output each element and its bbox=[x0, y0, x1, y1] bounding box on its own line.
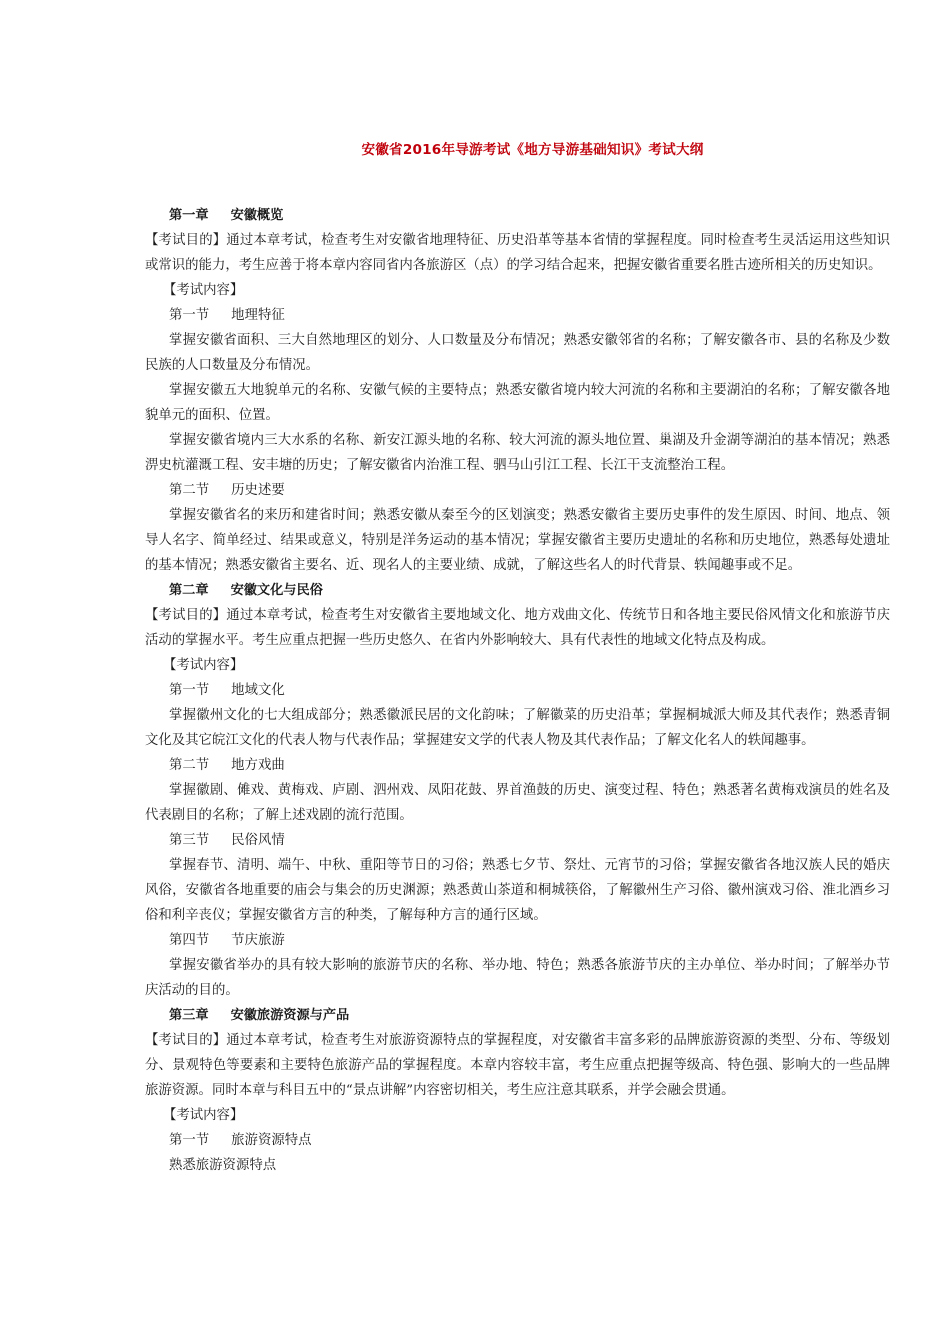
chapter-number: 第一章 bbox=[169, 208, 209, 223]
chapter-title: 安徽文化与民俗 bbox=[230, 583, 323, 598]
section-number: 第二节 bbox=[169, 758, 210, 773]
section-title: 历史述要 bbox=[231, 483, 285, 498]
section-title: 民俗风情 bbox=[231, 833, 285, 848]
section-heading bbox=[145, 828, 890, 853]
paragraph: 掌握安徽五大地貌单元的名称、安徽气候的主要特点；熟悉安徽省境内较大河流的名称和主要湖泊的名称；了解安徽各地貌单元的面积、位置。 bbox=[145, 383, 890, 423]
paragraph: 掌握安徽省面积、三大自然地理区的划分、人口数量及分布情况；熟悉安徽邻省的名称；了解安徽各市、县的名称及少数民族的人口数量及分布情况。 bbox=[145, 333, 890, 373]
chapter-heading bbox=[145, 203, 890, 228]
section-heading bbox=[145, 1128, 890, 1153]
document-body bbox=[145, 203, 890, 1178]
paragraph: 掌握春节、清明、端午、中秋、重阳等节日的习俗；熟悉七夕节、祭灶、元宵节的习俗；掌握安徽省各地汉族人民的婚庆风俗，安徽省各地重要的庙会与集会的历史渊源；熟悉黄山茶道和桐城筷俗，了解徽州生产习俗、徽州演戏习俗、淮北酒乡习俗和利辛丧仪；掌握安徽省方言的种类，了解每种方言的通行区域。 bbox=[145, 858, 890, 923]
paragraph: 熟悉旅游资源特点 bbox=[169, 1158, 277, 1173]
section-heading bbox=[145, 753, 890, 778]
section-heading bbox=[145, 303, 890, 328]
section-title: 旅游资源特点 bbox=[231, 1133, 312, 1148]
exam-goal: 【考试目的】通过本章考试，检查考生对安徽省主要地域文化、地方戏曲文化、传统节日和各地主要民俗风情文化和旅游节庆活动的掌握水平。考生应重点把握一些历史悠久、在省内外影响较大、具有代表性的地域文化特点及构成。 bbox=[145, 608, 890, 648]
section-title: 节庆旅游 bbox=[231, 933, 285, 948]
chapter-title: 安徽旅游资源与产品 bbox=[230, 1008, 350, 1023]
section-title: 地域文化 bbox=[231, 683, 285, 698]
chapter-number: 第二章 bbox=[169, 583, 209, 598]
section-number: 第一节 bbox=[169, 308, 210, 323]
section-heading bbox=[145, 928, 890, 953]
exam-content-label: 【考试内容】 bbox=[163, 658, 244, 673]
section-title: 地理特征 bbox=[231, 308, 285, 323]
section-heading bbox=[145, 478, 890, 503]
section-heading bbox=[145, 678, 890, 703]
exam-content-label: 【考试内容】 bbox=[163, 283, 244, 298]
paragraph: 掌握安徽省举办的具有较大影响的旅游节庆的名称、举办地、特色；熟悉各旅游节庆的主办单位、举办时间；了解举办节庆活动的目的。 bbox=[145, 958, 890, 998]
document-title: 安徽省2016年导游考试《地方导游基础知识》考试大纲 bbox=[361, 142, 704, 158]
chapter-heading bbox=[145, 578, 890, 603]
chapter-number: 第三章 bbox=[169, 1008, 209, 1023]
exam-goal: 【考试目的】通过本章考试，检查考生对旅游资源特点的掌握程度，对安徽省丰富多彩的品牌旅游资源的类型、分布、等级划分、景观特色等要素和主要特色旅游产品的掌握程度。本章内容较丰富，考生应重点把握等级高、特色强、影响大的一些品牌旅游资源。同时本章与科目五中的“景点讲解”内容密切相关，考生应注意其联系，并学会融会贯通。 bbox=[145, 1033, 890, 1098]
section-number: 第一节 bbox=[169, 1133, 210, 1148]
section-number: 第二节 bbox=[169, 483, 210, 498]
paragraph: 掌握徽剧、傩戏、黄梅戏、庐剧、泗州戏、凤阳花鼓、界首渔鼓的历史、演变过程、特色；熟悉著名黄梅戏演员的姓名及代表剧目的名称；了解上述戏剧的流行范围。 bbox=[145, 783, 890, 823]
section-title: 地方戏曲 bbox=[231, 758, 285, 773]
section-number: 第一节 bbox=[169, 683, 210, 698]
section-number: 第四节 bbox=[169, 933, 210, 948]
chapter-title: 安徽概览 bbox=[230, 208, 284, 223]
paragraph: 掌握安徽省名的来历和建省时间；熟悉安徽从秦至今的区划演变；熟悉安徽省主要历史事件的发生原因、时间、地点、领导人名字、简单经过、结果或意义，特别是洋务运动的基本情况；掌握安徽省主要历史遗址的名称和历史地位，熟悉每处遗址的基本情况；熟悉安徽省主要名、近、现名人的主要业绩、成就，了解这些名人的时代背景、轶闻趣事或不足。 bbox=[145, 508, 890, 573]
exam-content-label: 【考试内容】 bbox=[163, 1108, 244, 1123]
exam-goal: 【考试目的】通过本章考试，检查考生对安徽省地理特征、历史沿革等基本省情的掌握程度。同时检查考生灵活运用这些知识或常识的能力，考生应善于将本章内容同省内各旅游区（点）的学习结合起来，把握安徽省重要名胜古迹所相关的历史知识。 bbox=[145, 233, 890, 273]
paragraph: 掌握徽州文化的七大组成部分；熟悉徽派民居的文化韵味；了解徽菜的历史沿革；掌握桐城派大师及其代表作；熟悉青铜文化及其它皖江文化的代表人物与代表作品；掌握建安文学的代表人物及其代表作品；了解文化名人的轶闻趣事。 bbox=[145, 708, 890, 748]
chapter-heading bbox=[145, 1003, 890, 1028]
section-number: 第三节 bbox=[169, 833, 210, 848]
paragraph: 掌握安徽省境内三大水系的名称、新安江源头地的名称、较大河流的源头地位置、巢湖及升金湖等湖泊的基本情况；熟悉淠史杭灌溉工程、安丰塘的历史；了解安徽省内治淮工程、驷马山引江工程、长江干支流整治工程。 bbox=[145, 433, 890, 473]
